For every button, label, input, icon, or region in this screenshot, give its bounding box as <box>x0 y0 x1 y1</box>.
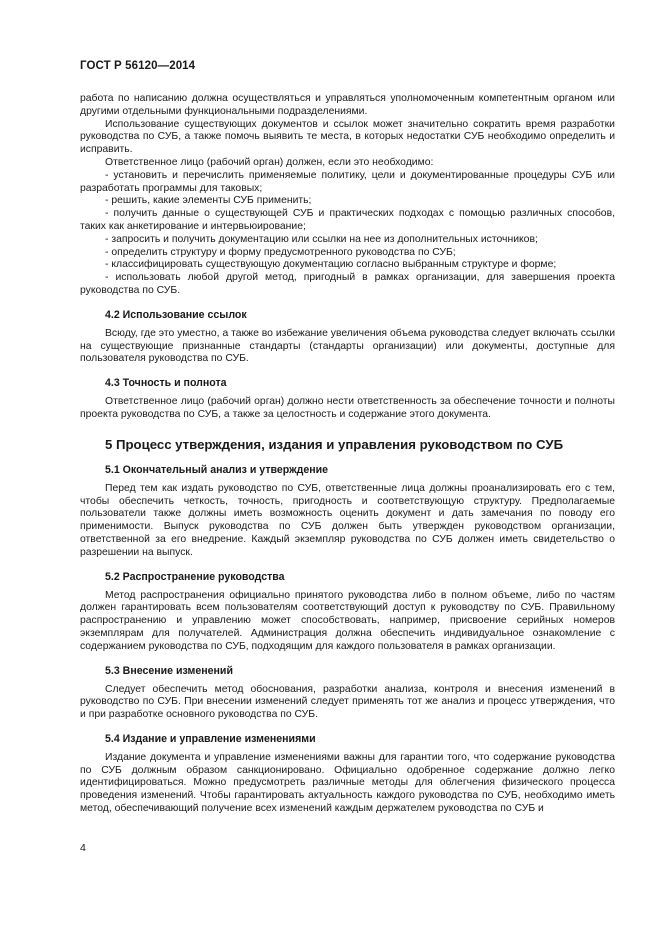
paragraph-4-3: Ответственное лицо (рабочий орган) должно нести ответственность за обеспечение точности и полноты проекта руководства по СУБ, а также за целостность и содержание этого документа. <box>80 396 615 420</box>
list-item: - запросить и получить документацию или ссылки на нее из дополнительных источников; <box>105 233 538 245</box>
paragraph-5-4: Издание документа и управление изменениями важны для гарантии того, что содержание руководства по СУБ должным образом санкционировано. Официально одобренное содержание должно легко идентифицироваться. Можно предусмотреть различные методы для облегчения физического процесса проведения изменений. Чтобы гарантировать актуальность каждого руководства по СУБ, необходимо иметь метод, обеспечивающий получение всех изменений каждым держателем руководства по СУБ и <box>80 751 615 815</box>
section-heading-5-1: 5.1 Окончательный анализ и утверждение <box>105 463 329 476</box>
paragraph-5-3: Следует обеспечить метод обоснования, разработки анализа, контроля и внесения изменений в руководство по СУБ. При внесении изменений следует применять тот же анализ и процесс утверждения, что и при разработке основного руководства по СУБ. <box>80 683 615 721</box>
list-item: - получить данные о существующей СУБ и практических подходах с помощью различных способов, таких как анкетирование и интервьюирование; <box>80 208 615 232</box>
section-heading-4-3: 4.3 Точность и полнота <box>105 377 227 390</box>
document-body <box>80 93 615 816</box>
document-header-code: ГОСТ Р 56120—2014 <box>80 60 196 72</box>
paragraph-5-1: Перед тем как издать руководство по СУБ, ответственные лица должны проанализировать его с тем, чтобы обеспечить четкость, точность, пригодность и соответствующую структуру. Предполагаемые пользователи также должны иметь возможность оценить документ и дать замечания по поводу его применимости. Выпуск руководства по СУБ должен быть утвержден руководством организации, ответственной за его внедрение. Каждый экземпляр руководства по СУБ должен иметь свидетельство о разрешении на выпуск. <box>80 482 615 558</box>
section-heading-5-2: 5.2 Распространение руководства <box>105 570 285 583</box>
list-item: - определить структуру и форму предусмотренного руководства по СУБ; <box>105 246 456 258</box>
list-item: - решить, какие элементы СУБ применить; <box>105 195 312 207</box>
list-item: - классифицировать существующую документацию согласно выбранным структуре и форме; <box>105 259 557 271</box>
page-number: 4 <box>80 842 86 854</box>
chapter-heading-5: 5 Процесс утверждения, издания и управления руководством по СУБ <box>105 436 564 452</box>
section-heading-4-2: 4.2 Использование ссылок <box>105 308 247 321</box>
list-item: - установить и перечислить применяемые политику, цели и документированные процедуры СУБ или разработать программы для таковых; <box>80 169 615 194</box>
paragraph-intro-2: Использование существующих документов и ссылок может значительно сократить время разработки руководства по СУБ, а также помочь выявить те места, в которых недостатки СУБ необходимо определить и исправить. <box>80 118 615 156</box>
section-heading-5-4: 5.4 Издание и управление изменениями <box>105 732 316 745</box>
paragraph-4-2: Всюду, где это уместно, а также во избежание увеличения объема руководства следует включать ссылки на существующие признанные стандарты (стандарты организации) или документы, доступные для пользователя руководства по СУБ. <box>80 327 615 365</box>
section-heading-5-3: 5.3 Внесение изменений <box>105 664 233 677</box>
paragraph-intro-1: работа по написанию должна осуществляться и управляться уполномоченным компетентным органом или другими отдельными функциональными подразделениями. <box>80 93 615 117</box>
paragraph-5-2: Метод распространения официально принятого руководства либо в полном объеме, либо по частям должен гарантировать всем пользователям соответствующий доступ к руководству по СУБ. Правильному распространению и управлению может способствовать, например, присвоение серийных номеров экземплярам для получателей. Администрация должна обеспечить индивидуальное ознакомление с содержанием руководства по СУБ, подходящим для каждого пользователя в рамках организации. <box>80 589 615 652</box>
paragraph-intro-3: Ответственное лицо (рабочий орган) должен, если это необходимо: <box>105 156 434 168</box>
list-item: - использовать любой другой метод, пригодный в рамках организации, для завершения проекта руководства по СУБ. <box>80 272 615 296</box>
